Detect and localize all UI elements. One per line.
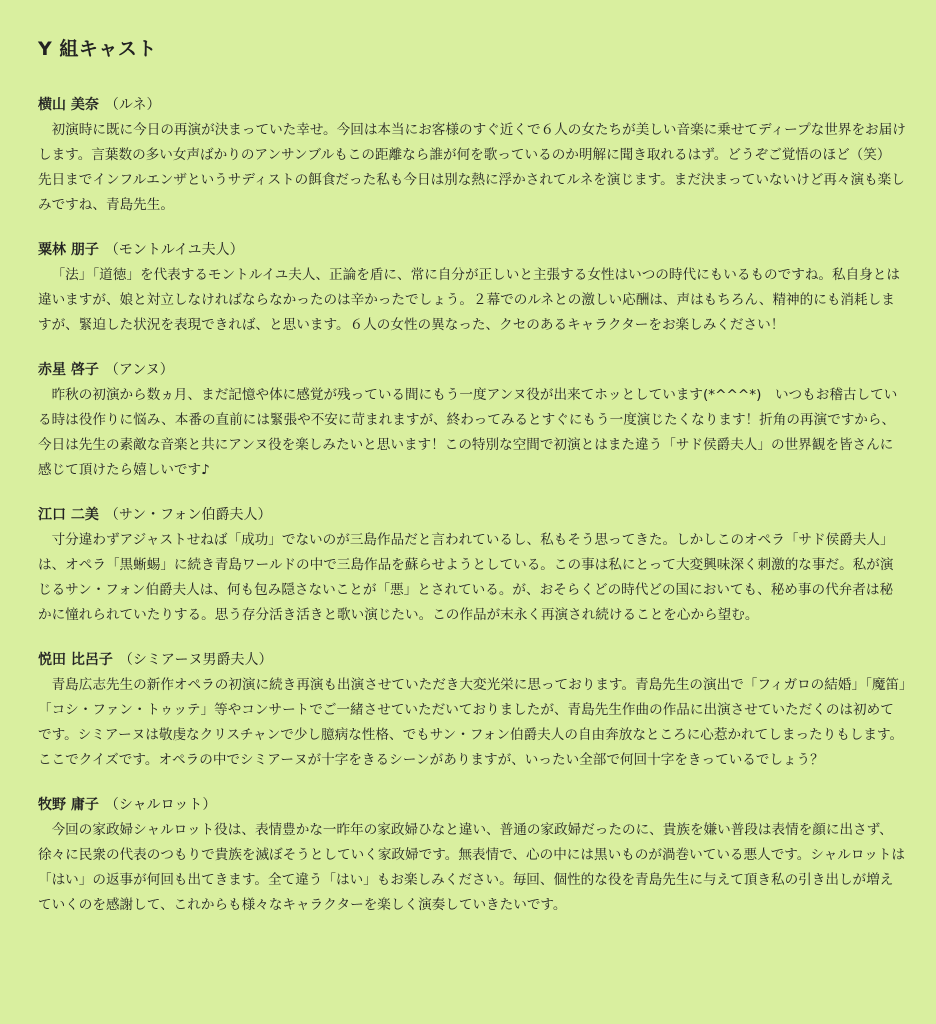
cast-heading (38, 240, 906, 260)
cast-comment: 昨秋の初演から数ヵ月、まだ記憶や体に感覚が残っている間にもう一度アンヌ役が出来てホッとしています(*^^^*) いつもお稽古している時は役作りに悩み、本番の直前には緊張や不安に苛まれますが、終わってみるとすぐにもう一度演じたくなります！折角の再演ですから、今日は先生の素敵な音楽と共にアンヌ役を楽しみたいと思います！この特別な空間で初演とはまた違う「サド侯爵夫人」の世界観を皆さんに感じて頂けたら嬉しいです♪ (38, 387, 898, 478)
cast-role: （シミアーヌ男爵夫人） (118, 652, 273, 668)
cast-name: 粟林 朋子 (38, 242, 99, 258)
cast-role: （ルネ） (104, 97, 161, 113)
cast-name: 横山 美奈 (38, 97, 99, 113)
cast-heading (38, 360, 906, 380)
cast-role: （モントルイユ夫人） (104, 242, 244, 258)
cast-name: 牧野 庸子 (38, 797, 99, 813)
cast-entry (38, 505, 906, 628)
cast-entry (38, 795, 906, 918)
page-title: Y 組キャスト (38, 38, 157, 60)
cast-comment: 「法」「道徳」を代表するモントルイユ夫人、正論を盾に、常に自分が正しいと主張する女性はいつの時代にもいるものですね。私自身とは違いますが、娘と対立しなければならなかったのは辛かったでしょう。２幕でのルネとの激しい応酬は、声はもちろん、精神的にも消耗しますが、緊迫した状況を表現できれば、と思います。６人の女性の異なった、クセのあるキャラクターをお楽しみください！ (38, 267, 900, 333)
cast-comment: 今回の家政婦シャルロット役は、表情豊かな一昨年の家政婦ひなと違い、普通の家政婦だったのに、貴族を嫌い普段は表情を顔に出さず、徐々に民衆の代表のつもりで貴族を滅ぼそうとしていく家政婦です。無表情で、心の中には黒いものが渦巻いている悪人です。シャルロットは「はい」の返事が何回も出てきます。全て違う「はい」もお楽しみください。毎回、個性的な役を青島先生に与えて頂き私の引き出しが増えていくのを感謝して、これからも様々なキャラクターを楽しく演奏していきたいです。 (38, 822, 906, 913)
cast-role: （シャルロット） (104, 797, 217, 813)
cast-entry (38, 650, 906, 773)
cast-heading (38, 95, 906, 115)
cast-heading (38, 795, 906, 815)
cast-heading (38, 505, 906, 525)
cast-name: 悦田 比呂子 (38, 652, 113, 668)
cast-role: （サン・フォン伯爵夫人） (104, 507, 272, 523)
cast-name: 江口 二美 (38, 507, 99, 523)
cast-comment: 初演時に既に今日の再演が決まっていた幸せ。今回は本当にお客様のすぐ近くで６人の女たちが美しい音楽に乗せてディープな世界をお届けします。言葉数の多い女声ばかりのアンサンブルもこの距離なら誰が何を歌っているのか明解に聞き取れるはず。どうぞご覚悟のほど（笑） 先日までインフルエンザというサディストの餌食だった私も今日は別な熱に浮かされてルネを演じます。まだ決まっていないけど再々演も楽しみですね、青島先生。 (38, 122, 906, 213)
cast-entry (38, 360, 906, 483)
cast-entry (38, 95, 906, 218)
cast-entry (38, 240, 906, 338)
cast-comment: 寸分違わずアジャストせねば「成功」でないのが三島作品だと言われているし、私もそう思ってきた。しかしこのオペラ「サド侯爵夫人」は、オペラ「黒蜥蜴」に続き青島ワールドの中で三島作品を蘇らせようとしている。この事は私にとって大変興味深く刺激的な事だ。私が演じるサン・フォン伯爵夫人は、何も包み隠さないことが「悪」とされている。が、おそらくどの時代どの国においても、秘め事の代弁者は秘かに憧れられていたりする。思う存分活き活きと歌い演じたい。この作品が末永く再演され続けることを心から望む。 (38, 532, 894, 623)
cast-comment: 青島広志先生の新作オペラの初演に続き再演も出演させていただき大変光栄に思っております。青島先生の演出で「フィガロの結婚」「魔笛」「コシ・ファン・トゥッテ」等やコンサートでご一緒させていただいておりましたが、青島先生作曲の作品に出演させていただくのは初めてです。シミアーヌは敬虔なクリスチャンで少し臆病な性格、でもサン・フォン伯爵夫人の自由奔放なところに心惹かれてしまったりもします。ここでクイズです。オペラの中でシミアーヌが十字をきるシーンがありますが、いったい全部で何回十字をきっているでしょう？ (38, 677, 906, 768)
cast-name: 赤星 啓子 (38, 362, 99, 378)
cast-heading (38, 650, 906, 670)
cast-role: （アンヌ） (104, 362, 174, 378)
